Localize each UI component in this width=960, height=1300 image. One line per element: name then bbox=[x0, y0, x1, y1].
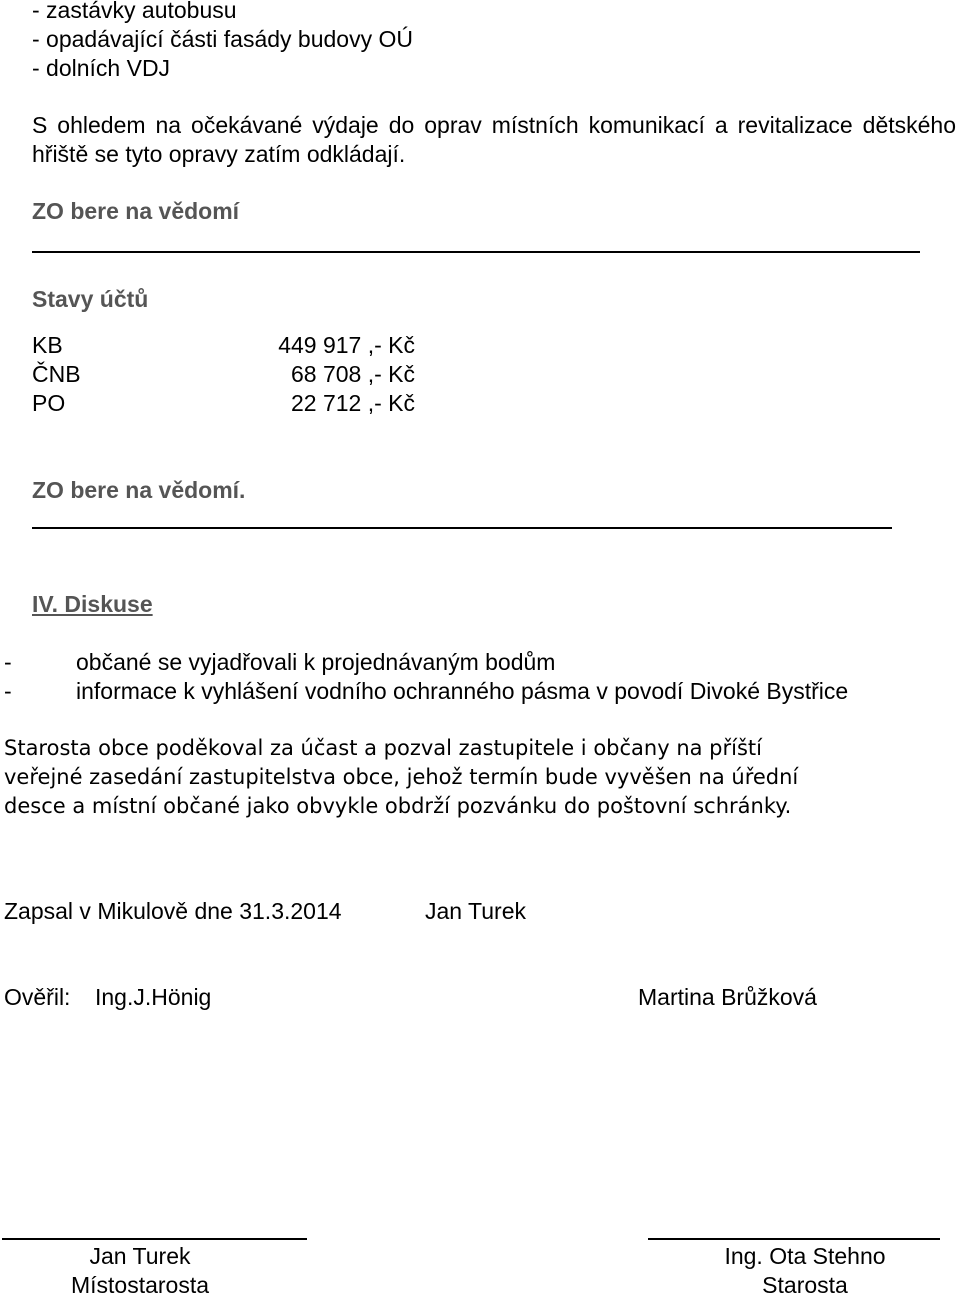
signatory-name: Ing. Ota Stehno bbox=[724, 1243, 886, 1269]
list-dash: - bbox=[4, 649, 12, 675]
acknowledgement-note: ZO bere na vědomí. bbox=[32, 477, 246, 503]
accounts-heading: Stavy účtů bbox=[32, 286, 149, 312]
verified-label: Ověřil: bbox=[4, 984, 71, 1010]
written-by-line: Zapsal v Mikulově dne 31.3.2014 bbox=[4, 898, 342, 924]
list-item: informace k vyhlášení vodního ochranného pásma v povodí Divoké Bystřice bbox=[76, 678, 849, 704]
account-name: KB bbox=[32, 332, 63, 358]
signature-line bbox=[648, 1238, 940, 1240]
account-name: PO bbox=[32, 390, 66, 416]
closing-line: veřejné zasedání zastupitelstva obce, jehož termín bude vyvěšen na úřední bbox=[4, 765, 799, 789]
repair-paragraph: S ohledem na očekávané výdaje do oprav místních komunikací a revitalizace dětského hřiště se tyto opravy zatím odkládají. bbox=[32, 112, 956, 167]
signatory-role: Místostarosta bbox=[70, 1272, 210, 1298]
acknowledgement-note: ZO bere na vědomí bbox=[32, 198, 240, 224]
list-item: občané se vyjadřovali k projednávaným bodům bbox=[76, 649, 556, 675]
account-value: 449 917 ,- Kč bbox=[278, 332, 415, 358]
signatory-name: Jan Turek bbox=[89, 1243, 191, 1269]
closing-line: desce a místní občané jako obvykle obdrží pozvánku do poštovní schránky. bbox=[4, 794, 792, 818]
list-dash: - bbox=[4, 678, 12, 704]
signature-line bbox=[2, 1238, 307, 1240]
list-item: - dolních VDJ bbox=[32, 55, 171, 81]
signatory-role: Starosta bbox=[762, 1272, 848, 1298]
verifier-name: Ing.J.Hönig bbox=[95, 984, 212, 1010]
closing-line: Starosta obce poděkoval za účast a pozval zastupitele i občany na příští bbox=[4, 736, 762, 760]
account-value: 22 712 ,- Kč bbox=[290, 390, 415, 416]
verifier-name: Martina Brůžková bbox=[638, 984, 817, 1010]
list-item: - zastávky autobusu bbox=[32, 0, 237, 23]
section-divider bbox=[32, 251, 920, 253]
writer-name: Jan Turek bbox=[425, 898, 526, 924]
discussion-heading: IV. Diskuse bbox=[32, 591, 153, 617]
list-item: - opadávající části fasády budovy OÚ bbox=[32, 26, 413, 52]
account-value: 68 708 ,- Kč bbox=[290, 361, 415, 387]
section-divider bbox=[32, 527, 892, 529]
account-name: ČNB bbox=[32, 361, 81, 387]
